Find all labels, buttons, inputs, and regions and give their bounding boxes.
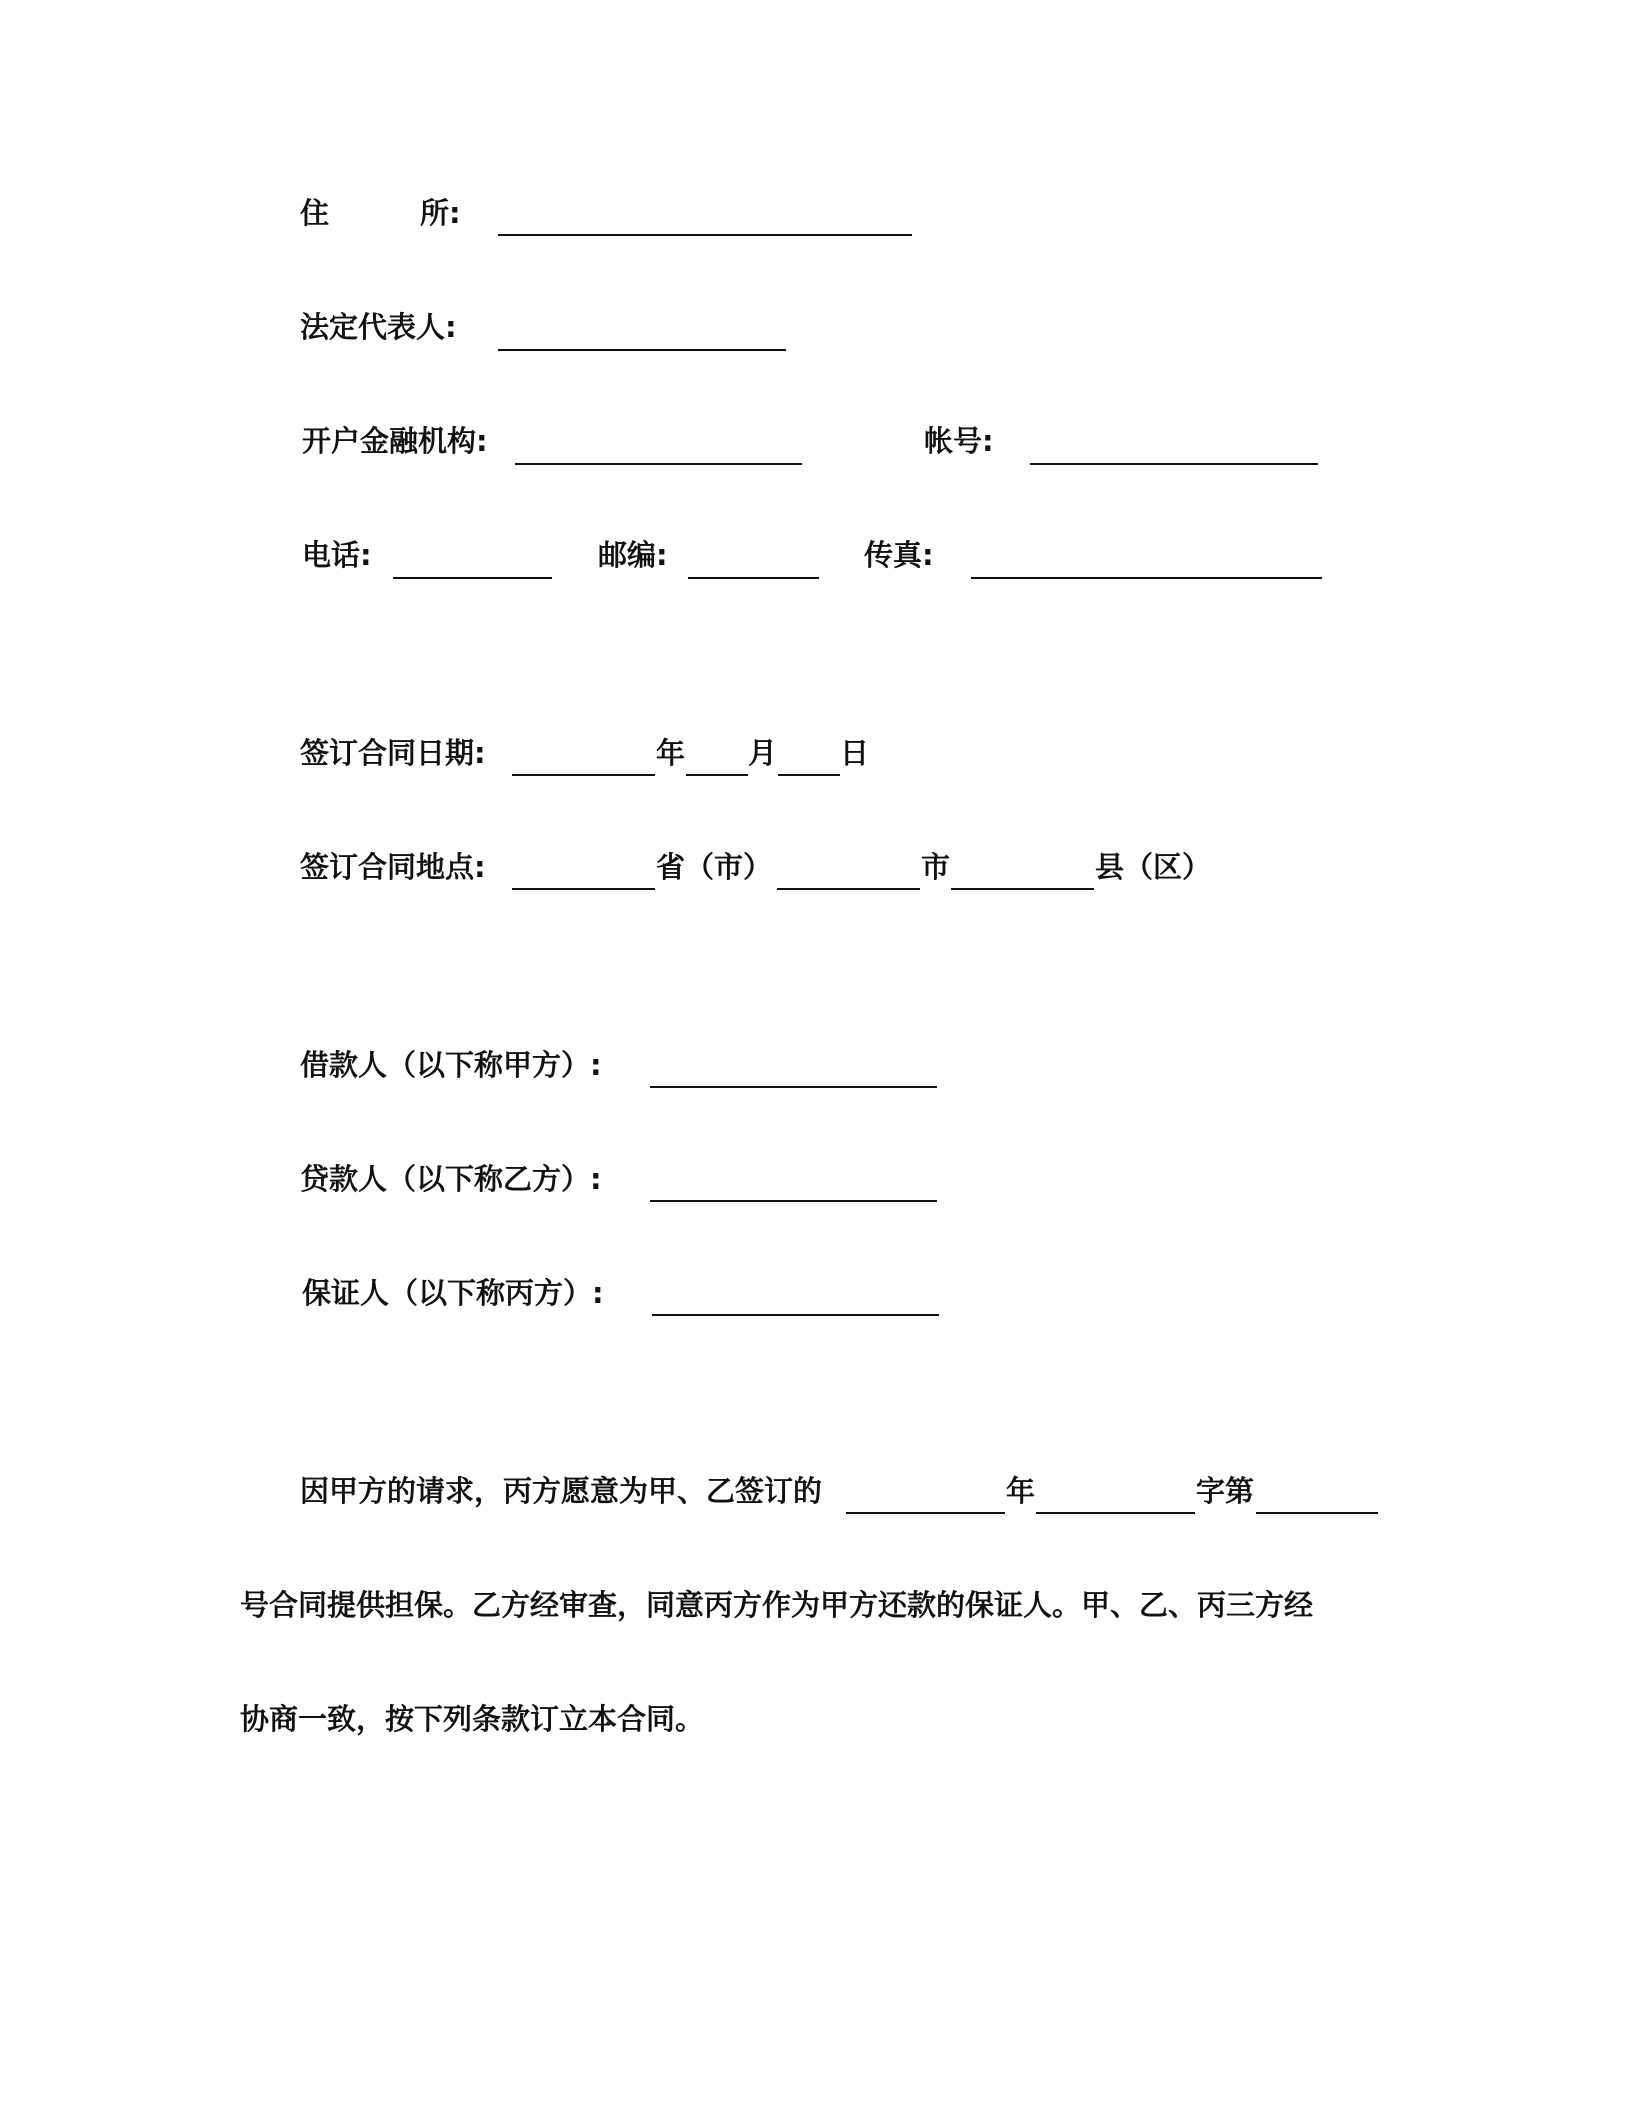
sign-province-field[interactable]: [512, 852, 655, 890]
legal-rep-label: 法定代表人:: [300, 310, 457, 344]
city-label: 市: [921, 850, 951, 884]
sign-month-field[interactable]: [686, 738, 748, 776]
sign-date-label: 签订合同日期:: [300, 736, 486, 770]
preamble-year-label: 年: [1006, 1474, 1036, 1508]
phone-field[interactable]: [393, 541, 552, 579]
bank-field[interactable]: [515, 427, 802, 465]
postcode-field[interactable]: [688, 541, 819, 579]
day-label: 日: [840, 736, 870, 770]
address-field[interactable]: [498, 198, 912, 236]
fax-label: 传真:: [864, 538, 934, 572]
sign-city-field[interactable]: [777, 852, 920, 890]
phone-label: 电话:: [302, 538, 372, 572]
preamble-contract-number-field[interactable]: [1256, 1476, 1378, 1514]
preamble-line1-text: 因甲方的请求，丙方愿意为甲、乙签订的: [300, 1474, 823, 1508]
preamble-line3: 协商一致，按下列条款订立本合同。: [240, 1702, 705, 1736]
sign-place-label: 签订合同地点:: [300, 850, 486, 884]
sign-county-field[interactable]: [951, 852, 1094, 890]
province-label: 省（市）: [656, 850, 773, 884]
month-label: 月: [748, 736, 778, 770]
sign-day-field[interactable]: [778, 738, 840, 776]
borrower-field[interactable]: [650, 1050, 937, 1088]
address-label-part1: 住: [300, 196, 330, 230]
guarantor-field[interactable]: [652, 1278, 939, 1316]
preamble-line2: 号合同提供担保。乙方经审查，同意丙方作为甲方还款的保证人。甲、乙、丙三方经: [240, 1588, 1314, 1622]
legal-rep-field[interactable]: [498, 313, 786, 351]
account-label: 帐号:: [924, 424, 994, 458]
address-label-part2: 所:: [420, 196, 461, 230]
account-field[interactable]: [1030, 427, 1318, 465]
bank-label: 开户金融机构:: [302, 424, 488, 458]
lender-label: 贷款人（以下称乙方）:: [300, 1162, 602, 1196]
borrower-label: 借款人（以下称甲方）:: [300, 1048, 602, 1082]
fax-field[interactable]: [971, 541, 1322, 579]
postcode-label: 邮编:: [598, 538, 668, 572]
year-label: 年: [656, 736, 686, 770]
preamble-contract-year-field[interactable]: [846, 1476, 1005, 1514]
county-label: 县（区）: [1095, 850, 1212, 884]
guarantor-label: 保证人（以下称丙方）:: [302, 1276, 604, 1310]
sign-year-field[interactable]: [512, 738, 655, 776]
lender-field[interactable]: [650, 1164, 937, 1202]
preamble-word-label: 字第: [1196, 1474, 1255, 1508]
preamble-contract-word-field[interactable]: [1036, 1476, 1195, 1514]
